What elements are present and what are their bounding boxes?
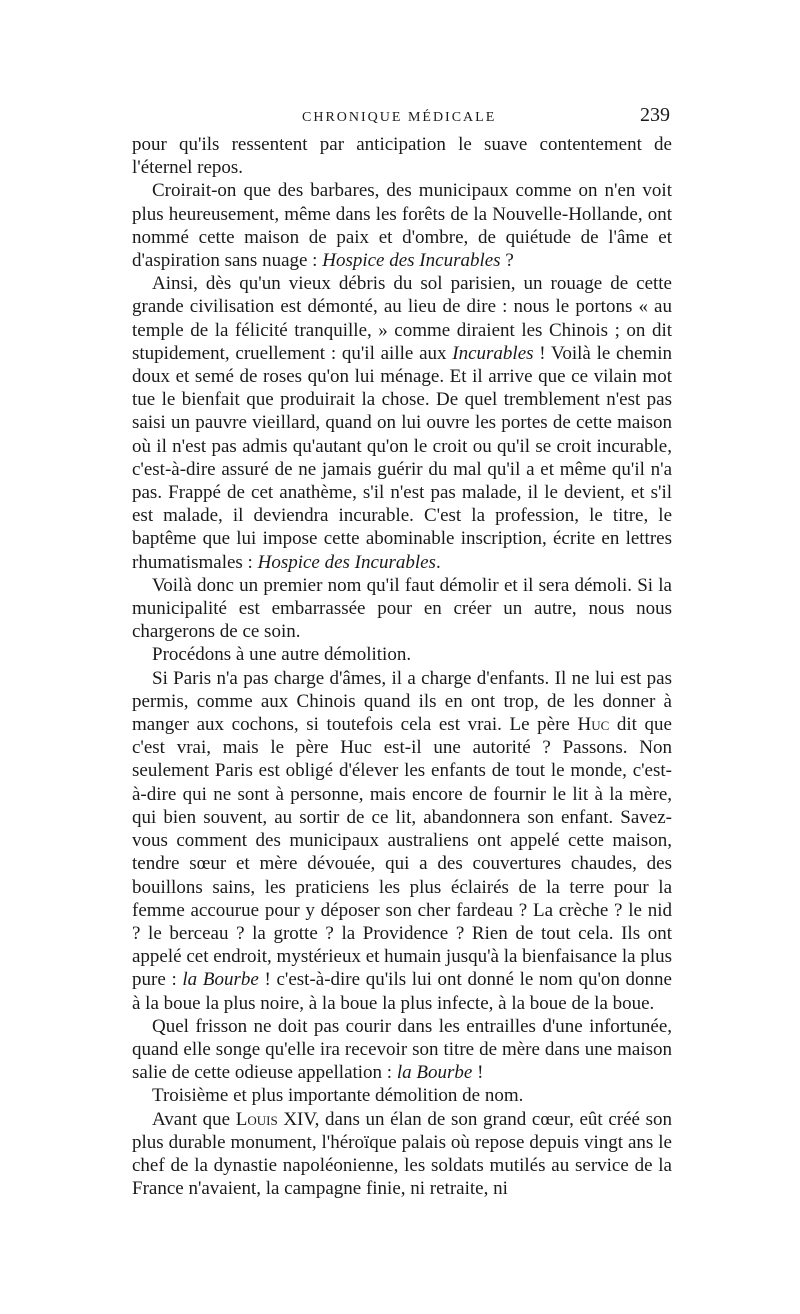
paragraph-6-text-c: ! c'est-à-dire qu'ils lui ont donné le nom qu'on donne à la boue la plus noire, à la boue la plus infecte, à la boue de la boue. xyxy=(132,969,672,1014)
paragraph-8: Troisième et plus importante démolition de nom. xyxy=(152,1085,524,1107)
paragraph-6 xyxy=(132,667,672,1015)
paragraph-5: Procédons à une autre démolition. xyxy=(152,644,412,666)
small-caps-huc: Huc xyxy=(577,714,610,736)
paragraph-3-end: . xyxy=(435,551,441,573)
italic-incurables: Incurables xyxy=(452,342,534,364)
paragraph-6-text-a: Si Paris n'a pas charge d'âmes, il a charge d'enfants. Il ne lui est pas permis, comme aux Chinois quand ils en ont trop, de les donner à manger aux cochons, si toutefois cela est vrai. Le père xyxy=(132,667,672,736)
paragraph-9 xyxy=(132,1108,672,1201)
page-header xyxy=(132,104,672,134)
paragraph-6-text-b: dit que c'est vrai, mais le père Huc est-il une autorité ? Passons. Non seulement Paris est obligé d'élever les enfants de tout le monde, c'est-à-dire qui ne sont à personne, mais encore de fournir le lit à la mère, qui bien souvent, au sortir de ce lit, abandonnera son enfant. Savez-vous comment des municipaux australiens ont appelé cette maison, tendre sœur et mère dévouée, qui a des couvertures chaudes, des bouillons sains, les praticiens les plus éclairés de la terre pour la femme accourue pour y déposer son cher fardeau ? La crèche ? le nid ? le berceau ? la grotte ? la Providence ? Rien de tout cela. Ils ont appelé cet endroit, mystérieux et humain jusqu'à la bienfaisance la plus pure : xyxy=(132,714,672,991)
paragraph-1: pour qu'ils ressentent par anticipation le suave contentement de l'éternel repos. xyxy=(132,134,672,179)
paragraph-7 xyxy=(132,1015,672,1085)
running-title: CHRONIQUE MÉDICALE xyxy=(302,110,497,125)
paragraph-3-text-a: Ainsi, dès qu'un vieux débris du sol parisien, un rouage de cette grande civilisation est démonté, au lieu de dire : nous le portons « au temple de la félicité tranquille, » comme diraient les Chinois ; on dit stupidement, cruellement : qu'il aille aux xyxy=(132,273,672,364)
paragraph-9-text-b: XIV, dans un élan de son grand cœur, eût créé son plus durable monument, l'héroïque palais où repose depuis vingt ans le chef de la dynastie napoléonienne, les soldats mutilés au service de la France n'avaient, la campagne finie, ni retraite, ni xyxy=(132,1108,672,1200)
italic-la-bourbe: la Bourbe xyxy=(396,1062,473,1084)
paragraph-7-text: Quel frisson ne doit pas courir dans les entrailles d'une infortunée, quand elle songe qu'elle ira recevoir son titre de mère dans une maison salie de cette odieuse appellation : xyxy=(132,1015,672,1084)
page-number: 239 xyxy=(640,104,670,126)
paragraph-9-text-a: Avant que xyxy=(152,1108,236,1130)
body-text xyxy=(132,133,672,1200)
small-caps-louis: Louis xyxy=(235,1108,278,1130)
italic-la-bourbe: la Bourbe xyxy=(182,969,259,991)
paragraph-7-end: ! xyxy=(472,1062,484,1084)
italic-hospice-title: Hospice des Incurables xyxy=(257,551,436,573)
italic-hospice-title: Hospice des Incurables xyxy=(322,250,501,272)
paragraph-3-text-b: ! Voilà le chemin doux et semé de roses qu'on lui ménage. Et il arrive que ce vilain mot tue le bienfait que produirait la chose. De quel tremblement n'est pas saisi un pauvre vieillard, quand on lui ouvre les portes de cette maison où il n'est pas admis qu'autant qu'on le croit ou qu'il se croit incurable, c'est-à-dire assuré de ne jamais guérir du mal qu'il a et même qu'il n'a pas. Frappé de cet anathème, s'il n'est pas malade, il le devient, et s'il est malade, il deviendra incurable. C'est la profession, le titre, le baptême que lui impose cette abominable inscription, écrite en lettres rhumatismales : xyxy=(132,342,672,573)
paragraph-4: Voilà donc un premier nom qu'il faut démolir et il sera démoli. Si la municipalité est embarrassée pour en créer un autre, nous nous chargerons de ce soin. xyxy=(132,574,672,643)
paragraph-2-end: ? xyxy=(500,250,514,272)
paragraph-2-text: Croirait-on que des barbares, des municipaux comme on n'en voit plus heureusement, même dans les forêts de la Nouvelle-Hollande, ont nommé cette maison de paix et d'ombre, de quiétude de l'âme et d'aspiration sans nuage : xyxy=(132,180,672,272)
paragraph-2 xyxy=(132,179,672,272)
paragraph-3 xyxy=(132,272,672,574)
